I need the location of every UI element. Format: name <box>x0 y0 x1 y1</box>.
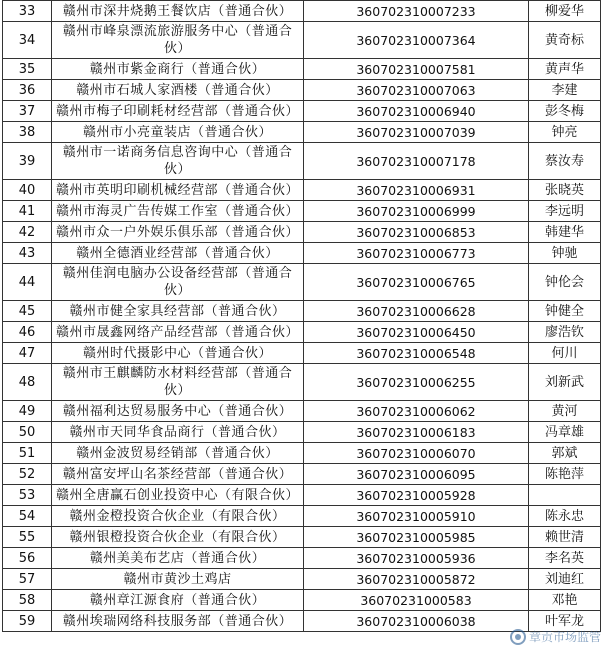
row-number-cell: 47 <box>3 343 52 364</box>
table-row <box>3 401 601 422</box>
enterprise-name-cell: 赣州市天同华食品商行（普通合伙） <box>52 422 304 443</box>
table-row <box>3 222 601 243</box>
enterprise-name-cell: 赣州市英明印刷机械经营部（普通合伙） <box>52 180 304 201</box>
enterprise-name-cell: 赣州市健全家具经营部（普通合伙） <box>52 301 304 322</box>
watermark <box>510 628 601 645</box>
table-row <box>3 301 601 322</box>
row-number-cell: 44 <box>3 264 52 301</box>
enterprise-name-cell: 赣州市梅子印刷耗材经营部（普通合伙） <box>52 101 304 122</box>
row-number-cell: 55 <box>3 527 52 548</box>
enterprise-name-cell: 赣州时代摄影中心（普通合伙） <box>52 343 304 364</box>
wechat-logo-icon <box>510 629 526 645</box>
table-row <box>3 343 601 364</box>
registration-number-cell: 360702310006070 <box>304 443 529 464</box>
enterprise-name-cell: 赣州市海灵广告传媒工作室（普通合伙） <box>52 201 304 222</box>
row-number-cell: 58 <box>3 590 52 611</box>
table-row <box>3 143 601 180</box>
row-number-cell: 57 <box>3 569 52 590</box>
registration-number-cell: 360702310006765 <box>304 264 529 301</box>
partner-name-cell <box>529 485 601 506</box>
enterprise-table <box>2 0 601 632</box>
enterprise-name-cell: 赣州市小亮童装店（普通合伙） <box>52 122 304 143</box>
registration-number-cell: 360702310005872 <box>304 569 529 590</box>
registration-number-cell: 36070231000583 <box>304 590 529 611</box>
registration-number-cell: 360702310006548 <box>304 343 529 364</box>
registration-number-cell: 360702310007364 <box>304 22 529 59</box>
enterprise-name-cell: 赣州市石城人家酒楼（普通合伙） <box>52 80 304 101</box>
registration-number-cell: 360702310007581 <box>304 59 529 80</box>
row-number-cell: 53 <box>3 485 52 506</box>
partner-name-cell: 赖世清 <box>529 527 601 548</box>
enterprise-name-cell: 赣州金橙投资合伙企业（有限合伙） <box>52 506 304 527</box>
row-number-cell: 35 <box>3 59 52 80</box>
partner-name-cell: 刘迪红 <box>529 569 601 590</box>
registration-number-cell: 360702310006628 <box>304 301 529 322</box>
table-row <box>3 464 601 485</box>
row-number-cell: 41 <box>3 201 52 222</box>
registration-number-cell: 360702310006853 <box>304 222 529 243</box>
row-number-cell: 36 <box>3 80 52 101</box>
registration-number-cell: 360702310007233 <box>304 1 529 22</box>
partner-name-cell: 冯章雄 <box>529 422 601 443</box>
registration-number-cell: 360702310005985 <box>304 527 529 548</box>
table-row <box>3 243 601 264</box>
enterprise-name-cell: 赣州全唐赢石创业投资中心（有限合伙） <box>52 485 304 506</box>
enterprise-name-cell: 赣州全德酒业经营部（普通合伙） <box>52 243 304 264</box>
table-row <box>3 569 601 590</box>
row-number-cell: 37 <box>3 101 52 122</box>
partner-name-cell: 钟亮 <box>529 122 601 143</box>
partner-name-cell: 陈艳萍 <box>529 464 601 485</box>
table-row <box>3 201 601 222</box>
table-row <box>3 80 601 101</box>
enterprise-name-cell: 赣州章江源食府（普通合伙） <box>52 590 304 611</box>
enterprise-name-cell: 赣州市峰泉漂流旅游服务中心（普通合伙） <box>52 22 304 59</box>
registration-number-cell: 360702310006450 <box>304 322 529 343</box>
row-number-cell: 42 <box>3 222 52 243</box>
partner-name-cell: 张晓英 <box>529 180 601 201</box>
partner-name-cell: 李名英 <box>529 548 601 569</box>
partner-name-cell: 黄声华 <box>529 59 601 80</box>
row-number-cell: 52 <box>3 464 52 485</box>
registration-number-cell: 360702310006062 <box>304 401 529 422</box>
registration-number-cell: 360702310006255 <box>304 364 529 401</box>
row-number-cell: 59 <box>3 611 52 632</box>
registration-number-cell: 360702310006940 <box>304 101 529 122</box>
table-row <box>3 1 601 22</box>
registration-number-cell: 360702310006999 <box>304 201 529 222</box>
partner-name-cell: 钟健全 <box>529 301 601 322</box>
row-number-cell: 48 <box>3 364 52 401</box>
partner-name-cell: 钟驰 <box>529 243 601 264</box>
table-row <box>3 59 601 80</box>
row-number-cell: 45 <box>3 301 52 322</box>
partner-name-cell: 何川 <box>529 343 601 364</box>
partner-name-cell: 李建 <box>529 80 601 101</box>
table-row <box>3 22 601 59</box>
table-row <box>3 364 601 401</box>
enterprise-name-cell: 赣州福利达贸易服务中心（普通合伙） <box>52 401 304 422</box>
enterprise-name-cell: 赣州市众一户外娱乐俱乐部（普通合伙） <box>52 222 304 243</box>
partner-name-cell: 李远明 <box>529 201 601 222</box>
enterprise-name-cell: 赣州银橙投资合伙企业（有限合伙） <box>52 527 304 548</box>
table-body <box>3 1 601 632</box>
registration-number-cell: 360702310005936 <box>304 548 529 569</box>
row-number-cell: 50 <box>3 422 52 443</box>
partner-name-cell: 叶军龙 <box>529 611 601 632</box>
enterprise-name-cell: 赣州市紫金商行（普通合伙） <box>52 59 304 80</box>
table-row <box>3 548 601 569</box>
partner-name-cell: 彭冬梅 <box>529 101 601 122</box>
enterprise-name-cell: 赣州市晟鑫网络产品经营部（普通合伙） <box>52 322 304 343</box>
partner-name-cell: 刘新武 <box>529 364 601 401</box>
row-number-cell: 34 <box>3 22 52 59</box>
row-number-cell: 39 <box>3 143 52 180</box>
enterprise-name-cell: 赣州市王麒麟防水材料经营部（普通合伙） <box>52 364 304 401</box>
table-row <box>3 422 601 443</box>
table-row <box>3 485 601 506</box>
watermark-text: 章贡市场监管 <box>528 630 601 644</box>
partner-name-cell: 陈永忠 <box>529 506 601 527</box>
partner-name-cell: 郭斌 <box>529 443 601 464</box>
table-row <box>3 590 601 611</box>
registration-number-cell: 360702310007063 <box>304 80 529 101</box>
enterprise-name-cell: 赣州佳润电脑办公设备经营部（普通合伙） <box>52 264 304 301</box>
row-number-cell: 40 <box>3 180 52 201</box>
row-number-cell: 49 <box>3 401 52 422</box>
partner-name-cell: 廖浩钦 <box>529 322 601 343</box>
registration-number-cell: 360702310007178 <box>304 143 529 180</box>
row-number-cell: 38 <box>3 122 52 143</box>
row-number-cell: 54 <box>3 506 52 527</box>
enterprise-name-cell: 赣州金波贸易经销部（普通合伙） <box>52 443 304 464</box>
table-row <box>3 180 601 201</box>
registration-number-cell: 360702310006773 <box>304 243 529 264</box>
partner-name-cell: 韩建华 <box>529 222 601 243</box>
table-row <box>3 264 601 301</box>
registration-number-cell: 360702310006038 <box>304 611 529 632</box>
enterprise-name-cell: 赣州富安坪山名茶经营部（普通合伙） <box>52 464 304 485</box>
registration-number-cell: 360702310006931 <box>304 180 529 201</box>
registration-number-cell: 360702310006183 <box>304 422 529 443</box>
enterprise-name-cell: 赣州美美布艺店（普通合伙） <box>52 548 304 569</box>
table-row <box>3 122 601 143</box>
table-row <box>3 322 601 343</box>
enterprise-name-cell: 赣州市一诺商务信息咨询中心（普通合伙） <box>52 143 304 180</box>
enterprise-name-cell: 赣州市深井烧鹅王餐饮店（普通合伙） <box>52 1 304 22</box>
row-number-cell: 51 <box>3 443 52 464</box>
table-row <box>3 443 601 464</box>
registration-number-cell: 360702310007039 <box>304 122 529 143</box>
enterprise-name-cell: 赣州市黄沙土鸡店 <box>52 569 304 590</box>
row-number-cell: 33 <box>3 1 52 22</box>
partner-name-cell: 钟伦会 <box>529 264 601 301</box>
enterprise-name-cell: 赣州埃瑞网络科技服务部（普通合伙） <box>52 611 304 632</box>
partner-name-cell: 柳爱华 <box>529 1 601 22</box>
partner-name-cell: 邓艳 <box>529 590 601 611</box>
row-number-cell: 43 <box>3 243 52 264</box>
partner-name-cell: 黄奇标 <box>529 22 601 59</box>
registration-number-cell: 360702310005928 <box>304 485 529 506</box>
partner-name-cell: 蔡汝寿 <box>529 143 601 180</box>
table-row <box>3 527 601 548</box>
table-row <box>3 101 601 122</box>
row-number-cell: 56 <box>3 548 52 569</box>
row-number-cell: 46 <box>3 322 52 343</box>
partner-name-cell: 黄河 <box>529 401 601 422</box>
registration-number-cell: 360702310005910 <box>304 506 529 527</box>
registration-number-cell: 360702310006095 <box>304 464 529 485</box>
table-row <box>3 506 601 527</box>
